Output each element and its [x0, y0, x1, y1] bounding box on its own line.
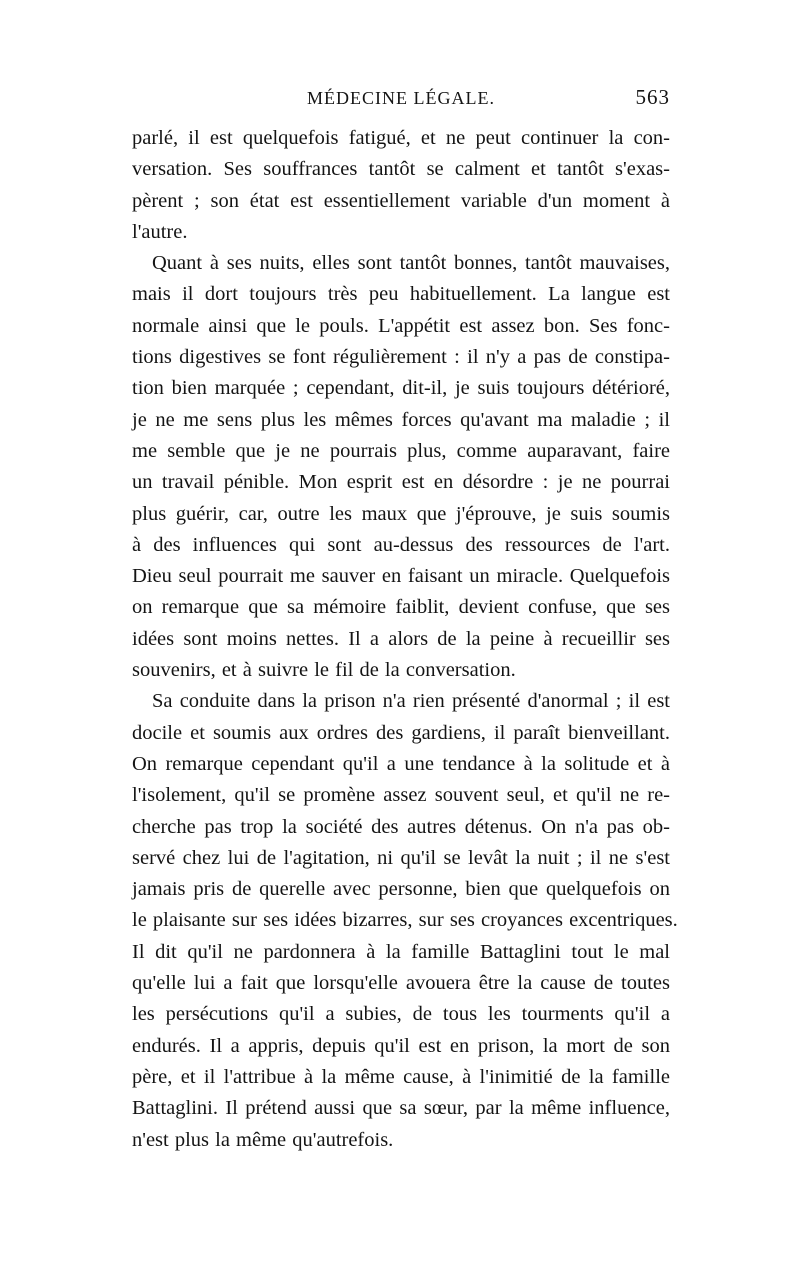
text-line: je ne me sens plus les mêmes forces qu'avant ma maladie ; il [132, 408, 670, 431]
text-line: à des influences qui sont au-dessus des ressources de l'art. [132, 533, 670, 556]
text-line: un travail pénible. Mon esprit est en désordre : je ne pourrai [132, 471, 670, 494]
paragraph [132, 248, 670, 686]
text-line: Dieu seul pourrait me sauver en faisant un miracle. Quelquefois [132, 565, 670, 588]
text-line: On remarque cependant qu'il a une tendance à la solitude et à [132, 752, 670, 775]
text-line: idées sont moins nettes. Il a alors de la peine à recueillir ses [132, 627, 670, 650]
text-line: pèrent ; son état est essentiellement variable d'un moment à [132, 189, 670, 212]
paragraph [132, 686, 678, 1155]
text-line: Sa conduite dans la prison n'a rien présenté d'anormal ; il est [152, 690, 670, 713]
text-line: les persécutions qu'il a subies, de tous les tourments qu'il a [132, 1003, 670, 1026]
text-line: n'est plus la même qu'autrefois. [132, 1128, 394, 1151]
page-number: 563 [635, 85, 670, 109]
text-line: tions digestives se font régulièrement : il n'y a pas de constipa- [132, 346, 670, 369]
text-line: Il dit qu'il ne pardonnera à la famille Battaglini tout le mal [132, 940, 670, 963]
text-line: normale ainsi que le pouls. L'appétit est assez bon. Ses fonc- [132, 314, 670, 337]
running-title: MÉDECINE LÉGALE. [307, 88, 495, 108]
text-line: mais il dort toujours très peu habituellement. La langue est [132, 283, 670, 306]
text-line: plus guérir, car, outre les maux que j'éprouve, je suis soumis [132, 502, 670, 525]
body-text [132, 123, 678, 1156]
text-line: on remarque que sa mémoire faiblit, devient confuse, que ses [132, 596, 670, 619]
text-line: parlé, il est quelquefois fatigué, et ne peut continuer la con- [132, 127, 670, 149]
text-line: jamais pris de querelle avec personne, bien que quelquefois on [132, 878, 670, 901]
running-header [132, 85, 670, 118]
paragraph [132, 123, 670, 248]
text-line: l'autre. [132, 220, 188, 243]
text-line: docile et soumis aux ordres des gardiens, il paraît bienveillant. [132, 721, 670, 744]
text-line: Battaglini. Il prétend aussi que sa sœur, par la même influence, [132, 1097, 670, 1120]
text-line: qu'elle lui a fait que lorsqu'elle avouera être la cause de toutes [132, 972, 670, 995]
text-line: l'isolement, qu'il se promène assez souvent seul, et qu'il ne re- [132, 784, 670, 807]
text-line: souvenirs, et à suivre le fil de la conversation. [132, 659, 516, 682]
text-line: tion bien marquée ; cependant, dit-il, je suis toujours détérioré, [132, 377, 670, 400]
text-line: Quant à ses nuits, elles sont tantôt bonnes, tantôt mauvaises, [152, 252, 670, 275]
text-line: me semble que je ne pourrais plus, comme auparavant, faire [132, 439, 670, 462]
text-line: le plaisante sur ses idées bizarres, sur ses croyances excentriques. [132, 909, 678, 932]
text-line: endurés. Il a appris, depuis qu'il est en prison, la mort de son [132, 1034, 670, 1057]
text-line: servé chez lui de l'agitation, ni qu'il se levât la nuit ; il ne s'est [132, 846, 670, 869]
text-line: père, et il l'attribue à la même cause, à l'inimitié de la famille [132, 1065, 670, 1088]
text-line: versation. Ses souffrances tantôt se calment et tantôt s'exas- [132, 158, 670, 181]
text-line: cherche pas trop la société des autres détenus. On n'a pas ob- [132, 815, 670, 838]
